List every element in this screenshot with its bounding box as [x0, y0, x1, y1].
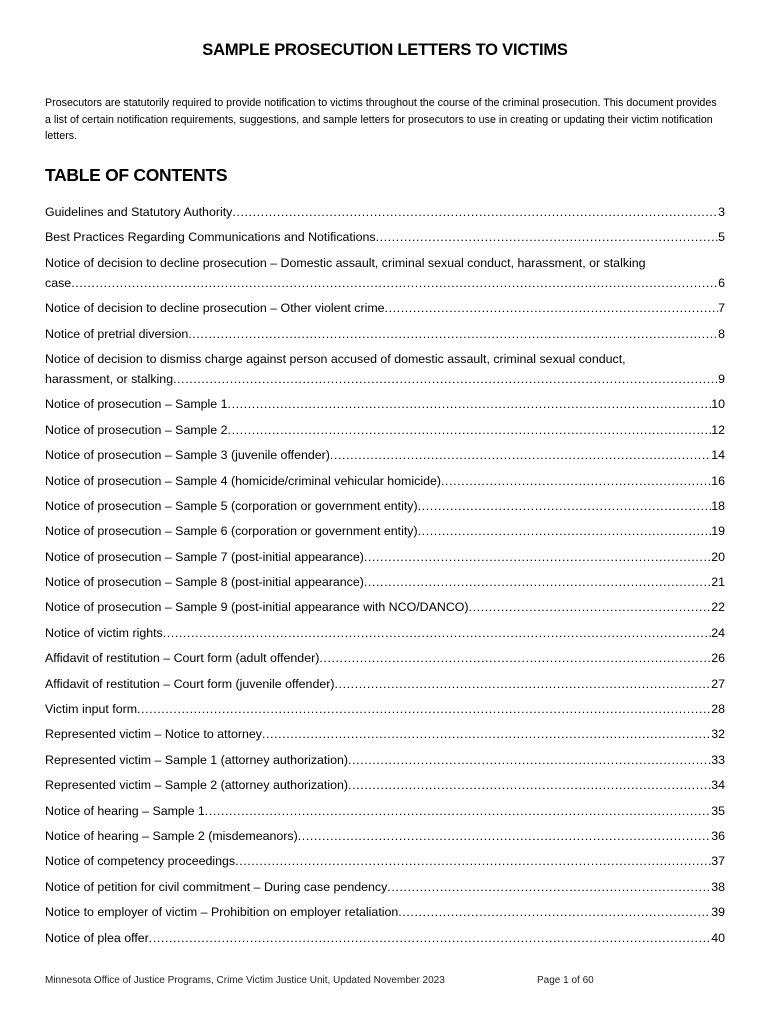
toc-entry[interactable] [45, 253, 725, 293]
toc-entry-title: Affidavit of restitution – Court form (juvenile offender) [45, 676, 335, 691]
toc-dot-leader [298, 826, 711, 846]
toc-entry[interactable] [45, 877, 725, 897]
toc-dot-leader [418, 496, 712, 516]
toc-dot-leader [149, 928, 711, 948]
toc-dot-leader [364, 547, 711, 567]
toc-page-number: 5 [718, 230, 725, 245]
toc-entry-title: case [45, 275, 72, 290]
toc-entry[interactable] [45, 801, 725, 821]
toc-entry-title: Notice of prosecution – Sample 8 (post-initial appearance) [45, 575, 364, 590]
toc-entry-title: Notice of hearing – Sample 1 [45, 803, 205, 818]
toc-page-number: 6 [718, 275, 725, 290]
toc-entry[interactable] [45, 521, 725, 541]
toc-page-number: 32 [711, 727, 725, 742]
toc-dot-leader [335, 674, 712, 694]
toc-entry-title: Notice of decision to decline prosecution – Other violent crime [45, 301, 385, 316]
toc-entry-title: Notice of prosecution – Sample 7 (post-initial appearance) [45, 549, 364, 564]
toc-dot-leader [173, 369, 718, 389]
toc-entry-title-line1: Notice of decision to dismiss charge against person accused of domestic assault, criminal sexual conduct, [45, 351, 626, 366]
toc-dot-leader [348, 750, 711, 770]
toc-entry[interactable] [45, 674, 725, 694]
toc-entry[interactable] [45, 349, 725, 389]
toc-dot-leader [71, 273, 718, 293]
toc-dot-leader [262, 724, 711, 744]
toc-dot-leader [348, 775, 711, 795]
toc-entry-title: Victim input form [45, 702, 138, 717]
toc-entry-title: Notice of prosecution – Sample 1 [45, 397, 228, 412]
toc-entry-title: Notice of prosecution – Sample 2 [45, 422, 228, 437]
toc-page-number: 7 [718, 301, 725, 316]
toc-page-number: 33 [711, 752, 725, 767]
toc-entry-title: Notice of prosecution – Sample 5 (corporation or government entity) [45, 498, 418, 513]
toc-dot-leader [228, 420, 712, 440]
toc-entry[interactable] [45, 420, 725, 440]
intro-paragraph: Prosecutors are statutorily required to provide notification to victims throughout the course of the criminal prosecution. This document provides a list of certain notification requirements, suggestions, and sample letters for prosecutors to use in creating or updating their victim notification letters. [45, 97, 717, 142]
toc-page-number: 38 [711, 879, 725, 894]
toc-dot-leader [232, 202, 718, 222]
toc-dot-leader [163, 623, 711, 643]
toc-entry[interactable] [45, 775, 725, 795]
toc-dot-leader [398, 902, 711, 922]
toc-page-number: 37 [711, 854, 725, 869]
toc-page-number: 16 [711, 473, 725, 488]
toc-entry[interactable] [45, 202, 725, 222]
toc-entry-title: Represented victim – Sample 2 (attorney authorization) [45, 778, 349, 793]
toc-entry-title: Notice of petition for civil commitment – During case pendency [45, 879, 388, 894]
toc-dot-leader [364, 572, 711, 592]
toc-page-number: 19 [711, 524, 725, 539]
toc-entry[interactable] [45, 547, 725, 567]
toc-page-number: 14 [711, 448, 725, 463]
toc-entry[interactable] [45, 648, 725, 668]
toc-entry-title: Notice of pretrial diversion [45, 326, 189, 341]
toc-entry[interactable] [45, 471, 725, 491]
toc-entry[interactable] [45, 623, 725, 643]
toc-entry[interactable] [45, 445, 725, 465]
toc-entry[interactable] [45, 572, 725, 592]
toc-dot-leader [469, 597, 712, 617]
toc-entry[interactable] [45, 902, 725, 922]
toc-entry-title: Notice to employer of victim – Prohibition on employer retaliation [45, 905, 399, 920]
toc-page-number: 35 [711, 803, 725, 818]
toc-entry-title: Notice of competency proceedings [45, 854, 236, 869]
toc-page-number: 18 [711, 498, 725, 513]
toc-page-number: 28 [711, 702, 725, 717]
toc-entry[interactable] [45, 394, 725, 414]
toc-entry-title: Notice of hearing – Sample 2 (misdemeanors) [45, 828, 298, 843]
toc-page-number: 12 [711, 422, 725, 437]
footer-source: Minnesota Office of Justice Programs, Crime Victim Justice Unit, Updated November 2023 [45, 975, 445, 986]
table-of-contents [45, 202, 725, 953]
toc-page-number: 8 [718, 326, 725, 341]
toc-page-number: 10 [711, 397, 725, 412]
toc-page-number: 9 [718, 371, 725, 386]
toc-page-number: 24 [711, 625, 725, 640]
toc-entry[interactable] [45, 324, 725, 344]
toc-entry-title: Represented victim – Notice to attorney [45, 727, 262, 742]
toc-entry[interactable] [45, 597, 725, 617]
toc-dot-leader [330, 445, 711, 465]
toc-dot-leader [137, 699, 711, 719]
toc-entry[interactable] [45, 851, 725, 871]
toc-entry[interactable] [45, 298, 725, 318]
toc-entry[interactable] [45, 826, 725, 846]
toc-entry-title: Affidavit of restitution – Court form (adult offender) [45, 651, 320, 666]
toc-dot-leader [188, 324, 718, 344]
toc-entry-title: Notice of victim rights [45, 625, 163, 640]
page-title: SAMPLE PROSECUTION LETTERS TO VICTIMS [202, 41, 568, 59]
toc-dot-leader [385, 298, 719, 318]
toc-entry-title: Notice of prosecution – Sample 9 (post-initial appearance with NCO/DANCO) [45, 600, 469, 615]
toc-entry-title: Notice of prosecution – Sample 3 (juvenile offender) [45, 448, 330, 463]
toc-entry-title: Best Practices Regarding Communications and Notifications [45, 230, 376, 245]
toc-page-number: 40 [711, 930, 725, 945]
toc-entry-title: Notice of plea offer [45, 930, 149, 945]
toc-dot-leader [376, 227, 719, 247]
toc-dot-leader [205, 801, 711, 821]
toc-page-number: 22 [711, 600, 725, 615]
toc-page-number: 27 [711, 676, 725, 691]
toc-entry[interactable] [45, 699, 725, 719]
toc-dot-leader [441, 471, 711, 491]
toc-entry[interactable] [45, 724, 725, 744]
toc-dot-leader [418, 521, 712, 541]
toc-entry-title: Notice of prosecution – Sample 4 (homicide/criminal vehicular homicide) [45, 473, 441, 488]
toc-heading: TABLE OF CONTENTS [45, 165, 228, 185]
toc-page-number: 20 [711, 549, 725, 564]
toc-page-number: 3 [718, 205, 725, 219]
toc-entry-title: Guidelines and Statutory Authority [45, 205, 233, 219]
toc-entry[interactable] [45, 928, 725, 948]
toc-dot-leader [228, 394, 712, 414]
toc-entry-title-line1: Notice of decision to decline prosecution – Domestic assault, criminal sexual conduct, harassment, or stalking [45, 255, 646, 270]
toc-dot-leader [387, 877, 711, 897]
toc-entry[interactable] [45, 496, 725, 516]
toc-page-number: 36 [711, 828, 725, 843]
toc-entry-title: Notice of prosecution – Sample 6 (corporation or government entity) [45, 524, 418, 539]
toc-entry[interactable] [45, 750, 725, 770]
toc-page-number: 21 [711, 575, 725, 590]
toc-dot-leader [319, 648, 711, 668]
toc-page-number: 39 [711, 905, 725, 920]
toc-dot-leader [235, 851, 711, 871]
toc-entry[interactable] [45, 227, 725, 247]
toc-entry-title: harassment, or stalking [45, 371, 174, 386]
toc-page-number: 26 [711, 651, 725, 666]
toc-entry-title: Represented victim – Sample 1 (attorney authorization) [45, 752, 349, 767]
toc-page-number: 34 [711, 778, 725, 793]
footer-page-number: Page 1 of 60 [537, 975, 594, 986]
